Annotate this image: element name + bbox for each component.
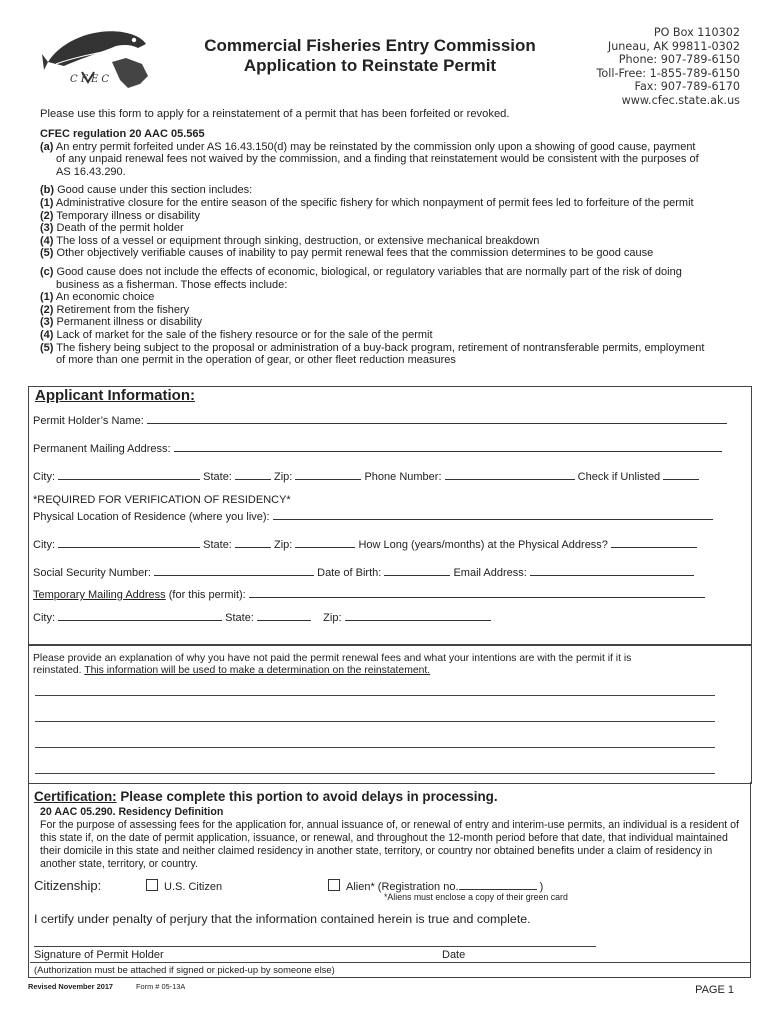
explanation-line-field-1[interactable]: [35, 695, 715, 696]
mailing-address-label: Permanent Mailing Address:: [33, 443, 171, 455]
certification-instruction: Please complete this portion to avoid delays in processing.: [116, 789, 498, 804]
dob-label: Date of Birth:: [317, 567, 382, 579]
logo-text: C F E C: [70, 74, 110, 85]
reg-c-label: (c): [40, 265, 54, 278]
ssn-dob-email-row: [33, 565, 694, 579]
explanation-line-field-2[interactable]: [35, 721, 715, 722]
reg-b2-num: (2): [40, 209, 54, 222]
reg-c2-num: (2): [40, 303, 54, 316]
reg-c5-text: The fishery being subject to the proposal or administration of a buy-back program, retirement of nontransferable permits, employment: [53, 341, 705, 354]
ssn-label: Social Security Number:: [33, 567, 151, 579]
temp-mailing-label: (for this permit):: [165, 589, 246, 601]
physical-zip-label: Zip:: [274, 539, 293, 551]
title-line-2: Application to Reinstate Permit: [243, 56, 497, 75]
page-title: [160, 36, 580, 76]
physical-location-field[interactable]: [273, 509, 713, 520]
title-line-1: Commercial Fisheries Entry Commission: [204, 36, 536, 55]
temp-zip-label: Zip:: [323, 612, 342, 624]
certification-border-left: [28, 782, 29, 978]
reg-c3-num: (3): [40, 316, 54, 329]
physical-zip-field[interactable]: [295, 537, 355, 548]
reg-c-tail: of more than one permit in the operation of gear, or other fleet reduction measures: [56, 354, 456, 367]
required-note: *REQUIRED FOR VERIFICATION OF RESIDENCY*: [33, 494, 291, 506]
phone-label: Phone Number:: [364, 471, 442, 483]
reg-c-line1: Good cause does not include the effects of economic, biological, or regulatory variables that are normally part of the risk of doing: [53, 265, 682, 278]
temp-city-label: City:: [33, 612, 55, 624]
how-long-label: How Long (years/months) at the Physical Address?: [358, 539, 608, 551]
how-long-field[interactable]: [611, 537, 697, 548]
citizenship-label: Citizenship:: [34, 878, 102, 893]
temp-mailing-link[interactable]: Temporary Mailing Address: [33, 589, 166, 601]
check-unlisted-field[interactable]: [663, 469, 699, 480]
us-citizen-option[interactable]: [146, 879, 222, 893]
signature-label: Signature of Permit Holder: [34, 949, 164, 961]
reg-c1-text: An economic choice: [53, 291, 155, 304]
zip-label: Zip:: [274, 471, 293, 483]
authorization-note: (Authorization must be attached if signed or picked-up by someone else): [34, 964, 335, 975]
city-label: City:: [33, 471, 55, 483]
signature-line[interactable]: [34, 946, 596, 947]
reg-c5-num: (5): [40, 341, 54, 354]
temp-mailing-row: [33, 587, 705, 601]
reg-c4-text: Lack of market for the sale of the fishery resource or for the sale of the permit: [53, 328, 433, 341]
us-citizen-label: U.S. Citizen: [164, 881, 223, 893]
reg-b1-text: Administrative closure for the entire season of the specific fishery for which nonpayment of permit fees led to forfeiture of the permit: [53, 196, 694, 209]
reg-b3-text: Death of the permit holder: [53, 222, 184, 235]
explanation-line-1: Please provide an explanation of why you have not paid the permit renewal fees and what your intentions are with the permit if it is: [33, 653, 632, 664]
reg-a-label: (a): [40, 140, 54, 153]
permit-holder-name-field[interactable]: [147, 413, 727, 424]
reg-c3-text: Permanent illness or disability: [53, 316, 203, 329]
reg-b-intro: Good cause under this section includes:: [54, 184, 253, 197]
reg-c2-text: Retirement from the fishery: [53, 303, 190, 316]
revised-date: Revised November 2017: [28, 982, 114, 991]
contact-address: [580, 26, 740, 108]
temp-city-field[interactable]: [58, 610, 222, 621]
alien-checkbox[interactable]: [328, 879, 340, 891]
address-fax: Fax: 907-789-6170: [634, 80, 740, 94]
mailing-address-row: [33, 441, 722, 455]
temp-city-row: [33, 610, 491, 624]
physical-city-field[interactable]: [58, 537, 200, 548]
permit-holder-name-label: Permit Holder’s Name:: [33, 415, 144, 427]
reg-a-line3: AS 16.43.290.: [56, 165, 126, 178]
address-city: Juneau, AK 99811-0302: [607, 39, 740, 53]
alien-label: Alien* (Registration no.: [346, 881, 459, 893]
reg-b5-num: (5): [40, 247, 54, 260]
check-unlisted-label: Check if Unlisted: [577, 471, 661, 483]
certification-heading: [34, 789, 498, 804]
reg-b-label: (b): [40, 184, 55, 197]
physical-location-label: Physical Location of Residence (where you live):: [33, 511, 270, 523]
reg-b4-num: (4): [40, 234, 54, 247]
certification-border-bottom: [28, 977, 750, 978]
permit-holder-name-row: [33, 413, 727, 427]
certification-border-right: [750, 782, 751, 978]
cfec-logo: [42, 18, 154, 98]
address-toll-free: Toll-Free: 1-855-789-6150: [596, 66, 740, 80]
reg-b3-num: (3): [40, 222, 54, 235]
temp-state-label: State:: [225, 612, 254, 624]
temp-state-field[interactable]: [257, 610, 311, 621]
us-citizen-checkbox[interactable]: [146, 879, 158, 891]
ssn-field[interactable]: [154, 565, 314, 576]
mailing-address-field[interactable]: [174, 441, 722, 452]
page-number: PAGE 1: [695, 984, 734, 996]
explanation-prompt: [33, 653, 631, 676]
reg-b2-text: Temporary illness or disability: [53, 209, 200, 222]
physical-state-field[interactable]: [235, 537, 271, 548]
dob-field[interactable]: [384, 565, 450, 576]
residency-definition: [40, 806, 740, 871]
reg-a-line2: of any unpaid renewal fees not waived by the commission, and a finding that reinstatement would be consistent with the purposes of: [56, 153, 699, 166]
reg-c-line2: business as a fisherman. Those effects include:: [56, 278, 288, 291]
form-number: Form # 05-13A: [136, 982, 186, 991]
reg-c1-num: (1): [40, 291, 54, 304]
physical-city-label: City:: [33, 539, 55, 551]
address-po-box: PO Box 110302: [653, 26, 740, 39]
alien-option[interactable]: [328, 879, 543, 893]
regulation-heading: CFEC regulation 20 AAC 05.565: [40, 128, 205, 140]
regulation-section: [40, 128, 740, 367]
residency-title: 20 AAC 05.290. Residency Definition: [40, 806, 224, 818]
alien-close-paren: ): [539, 881, 544, 893]
explanation-note: This information will be used to make a determination on the reinstatement.: [84, 664, 431, 676]
reg-c4-num: (4): [40, 328, 54, 341]
perjury-statement: I certify under penalty of perjury that the information contained herein is true and complete.: [34, 912, 531, 926]
alien-note: *Aliens must enclose a copy of their green card: [384, 892, 568, 902]
zip-field[interactable]: [295, 469, 361, 480]
signature-divider: [30, 962, 750, 963]
physical-location-row: [33, 509, 713, 523]
applicant-info-box: [28, 386, 752, 646]
temp-mailing-field[interactable]: [249, 587, 705, 598]
physical-city-row: [33, 537, 697, 551]
address-phone: Phone: 907-789-6150: [618, 53, 740, 67]
explanation-line-field-4[interactable]: [35, 773, 715, 774]
residency-text: For the purpose of assessing fees for the application for, annual issuance of, or renewal of entry and interim-use permits, an individual is a resident of this state if, on the date of permit application, issuance, or renewal, and throughout the 12-month period before that date, that individual maintained their domicile in this state and neither claimed residency in another state, territory, or country nor obtained benefits under a claim of residency in another state, territory, or country.: [40, 819, 739, 870]
reg-b5-text: Other objectively verifiable causes of inability to pay permit renewal fees that the commission determines to be good cause: [53, 247, 654, 260]
applicant-heading: Applicant Information:: [35, 387, 195, 404]
reg-a-line1: An entry permit forfeited under AS 16.43.150(d) may be reinstated by the commission only upon a showing of good cause, payment: [53, 140, 696, 153]
phone-field[interactable]: [445, 469, 575, 480]
explanation-line-2: reinstated.: [33, 664, 85, 676]
intro-text: Please use this form to apply for a reinstatement of a permit that has been forfeited or revoked.: [40, 108, 510, 120]
certification-label: Certification:: [34, 789, 117, 804]
state-field[interactable]: [235, 469, 271, 480]
address-website[interactable]: www.cfec.state.ak.us: [621, 93, 740, 107]
registration-number-field[interactable]: [459, 879, 537, 890]
state-label: State:: [203, 471, 232, 483]
reg-b1-num: (1): [40, 196, 54, 209]
reg-b4-text: The loss of a vessel or equipment through sinking, destruction, or extensive mechanical breakdown: [53, 234, 540, 247]
email-label: Email Address:: [453, 567, 527, 579]
email-field[interactable]: [530, 565, 694, 576]
date-label: Date: [442, 949, 466, 961]
physical-state-label: State:: [203, 539, 232, 551]
city-state-zip-row: [33, 469, 699, 483]
city-field[interactable]: [58, 469, 200, 480]
explanation-line-field-3[interactable]: [35, 747, 715, 748]
explanation-box: [28, 644, 752, 784]
temp-zip-field[interactable]: [345, 610, 491, 621]
